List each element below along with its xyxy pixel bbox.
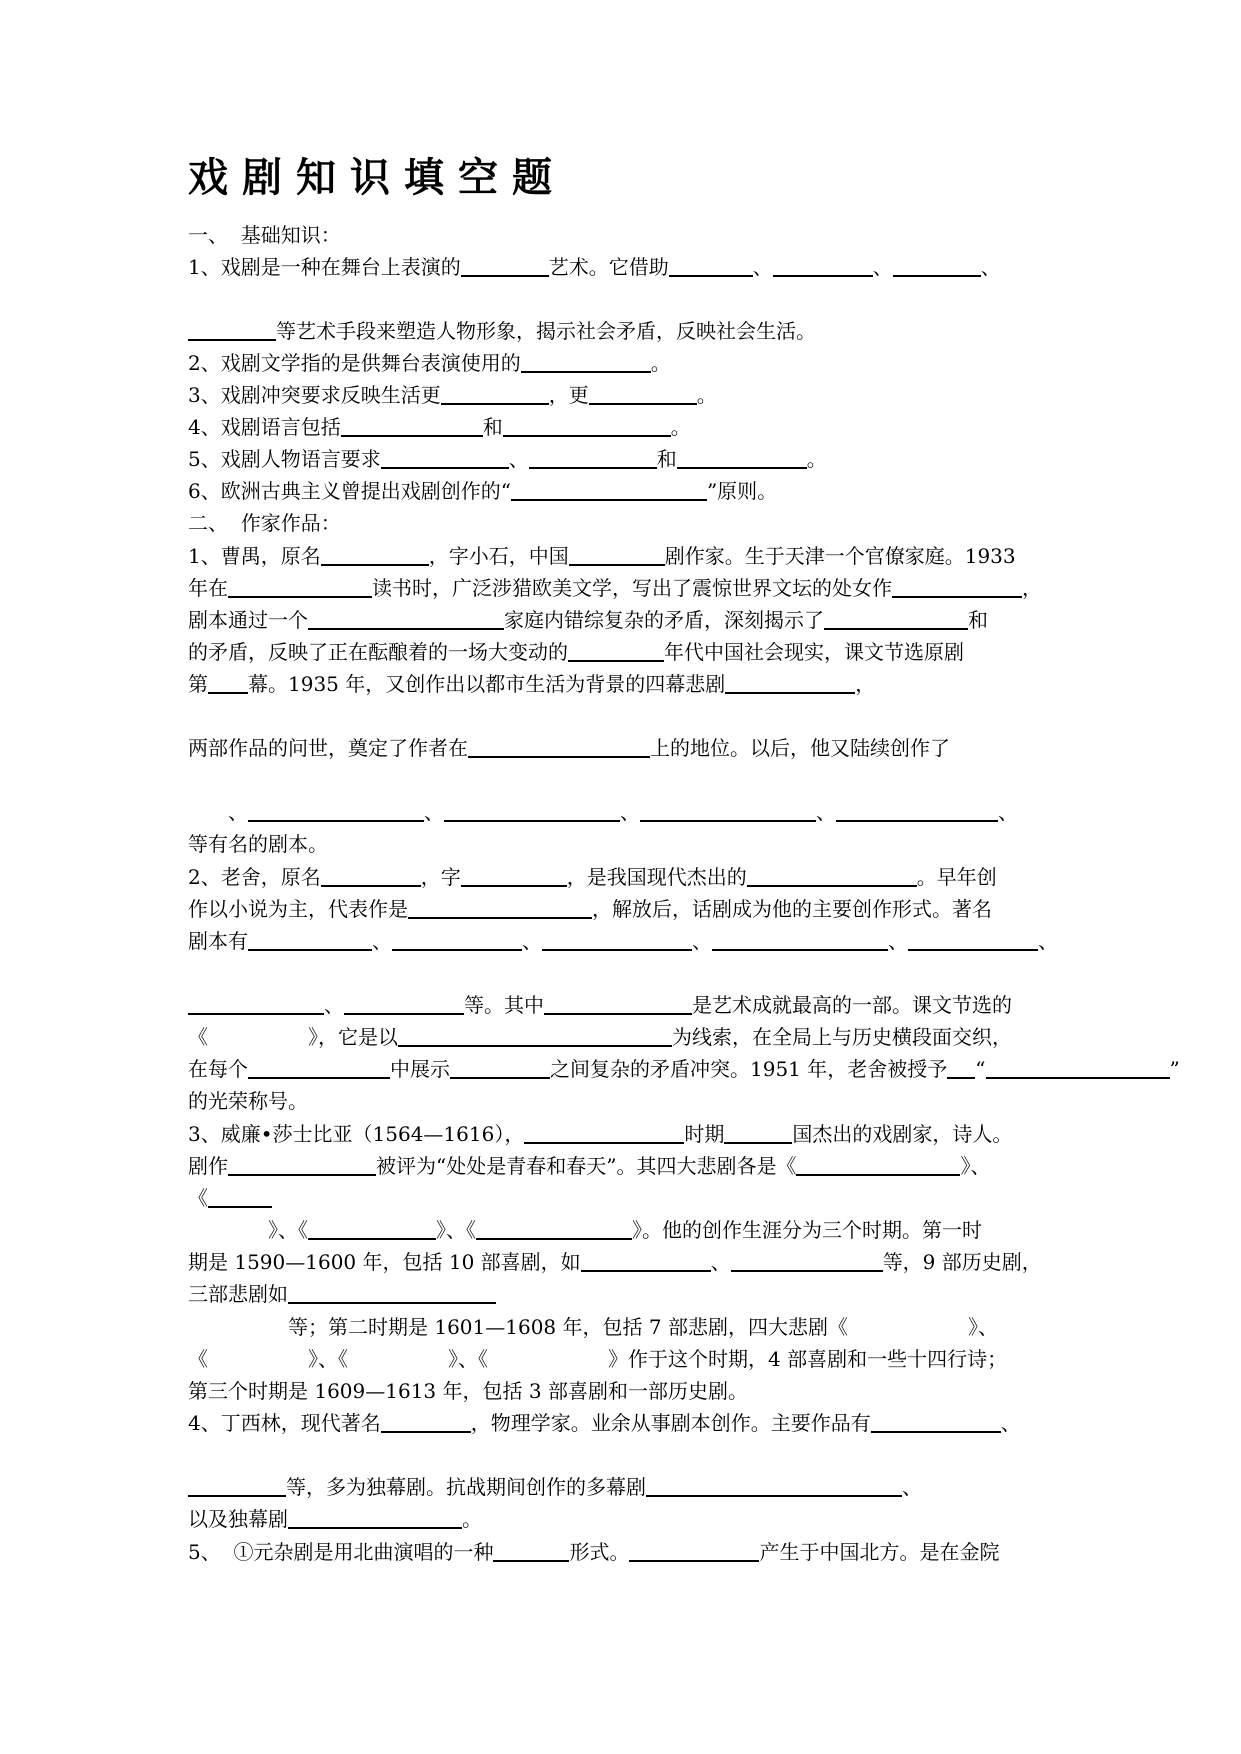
answer-blank[interactable] <box>188 991 324 1015</box>
answer-blank[interactable] <box>529 445 657 469</box>
line-text: 剧作家。生于天津一个官僚家庭。1933 <box>664 544 1016 568</box>
line-text: 、 <box>752 255 773 279</box>
answer-blank[interactable] <box>908 927 1038 951</box>
line-text: 一、 <box>188 223 228 247</box>
text-line <box>188 540 1016 572</box>
text-line <box>188 989 1012 1021</box>
line-text: 作以小说为主，代表作是 <box>188 897 408 921</box>
line-text <box>228 511 241 535</box>
answer-blank[interactable] <box>796 1152 960 1176</box>
answer-blank[interactable] <box>461 863 567 887</box>
line-text: 、 <box>998 800 1018 824</box>
line-text: 形式。 <box>569 1540 630 1564</box>
answer-blank[interactable] <box>892 574 1022 598</box>
line-text: ，字 <box>420 865 461 889</box>
line-text: ，字小石，中国 <box>428 544 569 568</box>
line-text: 1、曹禺，原名 <box>188 544 321 568</box>
text-line <box>188 1471 922 1503</box>
line-text: ， <box>1022 576 1042 600</box>
line-text: 读书时，广泛涉猎欧美文学，写出了震惊世界文坛的处女作 <box>372 576 892 600</box>
line-text: 、 <box>816 800 836 824</box>
text-line <box>188 1246 1042 1278</box>
answer-blank[interactable] <box>542 927 692 951</box>
answer-blank[interactable] <box>589 381 697 405</box>
answer-blank[interactable] <box>724 1120 792 1144</box>
answer-blank[interactable] <box>308 606 504 630</box>
line-text: 等艺术手段来塑造人物形象，揭示社会矛盾，反映社会生活。 <box>276 319 816 343</box>
answer-blank[interactable] <box>248 798 424 822</box>
answer-blank[interactable] <box>871 1409 1001 1433</box>
line-text: 5、戏剧人物语言要求 <box>188 447 381 471</box>
answer-blank[interactable] <box>569 542 665 566</box>
text-line <box>188 315 816 347</box>
line-text: 等，9 部历史剧， <box>882 1250 1042 1274</box>
line-text: 、 <box>424 800 444 824</box>
text-line <box>188 828 328 860</box>
answer-blank[interactable] <box>669 253 753 277</box>
answer-blank[interactable] <box>731 1248 883 1272</box>
line-text: 《 <box>188 1186 208 1210</box>
answer-blank[interactable] <box>288 1505 462 1529</box>
text-line <box>188 1021 1012 1053</box>
answer-blank[interactable] <box>248 1055 390 1079</box>
line-text: 。 <box>696 383 717 407</box>
answer-blank[interactable] <box>228 1152 376 1176</box>
line-text: 剧作 <box>188 1154 228 1178</box>
answer-blank[interactable] <box>381 1409 471 1433</box>
answer-blank[interactable] <box>450 1055 550 1079</box>
answer-blank[interactable] <box>712 927 888 951</box>
answer-blank[interactable] <box>208 1184 272 1208</box>
text-line <box>188 411 691 443</box>
line-text: 6、欧洲古典主义曾提出戏剧创作的“ <box>188 479 511 503</box>
line-text: ， <box>855 672 876 696</box>
answer-blank[interactable] <box>208 670 248 694</box>
line-text: ” <box>1169 1057 1180 1081</box>
text-line <box>188 507 341 539</box>
line-text: 。 <box>806 447 827 471</box>
page-title: 戏剧知识填空题 <box>188 154 566 201</box>
answer-blank[interactable] <box>568 638 664 662</box>
answer-blank[interactable] <box>493 1538 569 1562</box>
answer-blank[interactable] <box>228 574 372 598</box>
line-text: 《 》，它是以 <box>188 1025 398 1049</box>
line-text: 在每个 <box>188 1057 248 1081</box>
line-text: 1、戏剧是一种在舞台上表演的 <box>188 255 461 279</box>
line-text: 期是 1590—1600 年，包括 10 部喜剧，如 <box>188 1250 581 1274</box>
text-line <box>188 219 341 251</box>
line-text: “ <box>975 1057 986 1081</box>
answer-blank[interactable] <box>544 991 692 1015</box>
text-line <box>188 636 964 668</box>
text-line <box>188 1311 998 1343</box>
text-line <box>188 347 671 379</box>
line-text: 5、 <box>188 1540 221 1564</box>
line-text: 、 <box>188 800 248 824</box>
line-text: 、 <box>1038 929 1058 953</box>
answer-blank[interactable] <box>468 734 650 758</box>
line-text: 、 <box>620 800 640 824</box>
line-text: 等有名的剧本。 <box>188 832 328 856</box>
line-text: 。 <box>670 415 691 439</box>
answer-blank[interactable] <box>441 381 549 405</box>
line-text: 剧本有 <box>188 929 248 953</box>
line-text: 基础知识： <box>240 223 341 247</box>
answer-blank[interactable] <box>188 1473 286 1497</box>
answer-blank[interactable] <box>725 670 855 694</box>
text-line <box>188 1182 272 1214</box>
line-text: 和 <box>968 608 988 632</box>
text-line <box>188 1278 496 1310</box>
line-text: 。 <box>650 351 671 375</box>
line-text: 以及独幕剧 <box>188 1507 288 1531</box>
answer-blank[interactable] <box>476 1216 632 1240</box>
answer-blank[interactable] <box>321 863 421 887</box>
text-line <box>188 1343 1007 1375</box>
text-line <box>188 1118 1012 1150</box>
text-line <box>188 893 992 925</box>
line-text: 第 <box>188 672 208 696</box>
line-text: 和 <box>656 447 677 471</box>
answer-blank[interactable] <box>747 863 917 887</box>
line-text: 2、老舍，原名 <box>188 865 321 889</box>
answer-blank[interactable] <box>524 1120 684 1144</box>
line-text: 家庭内错综复杂的矛盾，深刻揭示了 <box>504 608 824 632</box>
line-text: 作家作品： <box>240 511 341 535</box>
line-text: 是艺术成就最高的一部。课文节选的 <box>692 993 1012 1017</box>
line-text: ，是我国现代杰出的 <box>566 865 747 889</box>
line-text: 。 <box>462 1507 482 1531</box>
line-text <box>228 223 241 247</box>
text-line <box>188 475 777 507</box>
answer-blank[interactable] <box>640 798 816 822</box>
answer-blank[interactable] <box>381 445 509 469</box>
line-text: 、 <box>372 929 392 953</box>
line-text: 产生于中国北方。是在金院 <box>759 1540 1000 1564</box>
text-line <box>188 1085 308 1117</box>
line-text: 。早年创 <box>916 865 997 889</box>
answer-blank[interactable] <box>646 1473 902 1497</box>
answer-blank[interactable] <box>986 1055 1170 1079</box>
text-line <box>188 1375 748 1407</box>
text-line <box>188 1150 990 1182</box>
text-line <box>188 668 875 700</box>
line-text: 、 <box>692 929 712 953</box>
line-text: 二、 <box>188 511 228 535</box>
line-text: ，更 <box>548 383 589 407</box>
line-text: 》、《 <box>188 1218 308 1242</box>
line-text: 年代中国社会现实，课文节选原剧 <box>664 640 964 664</box>
line-text: 2、戏剧文学指的是供舞台表演使用的 <box>188 351 521 375</box>
answer-blank[interactable] <box>248 927 372 951</box>
text-line <box>188 796 1018 828</box>
answer-blank[interactable] <box>836 798 998 822</box>
text-line <box>188 861 997 893</box>
text-line <box>188 251 1001 283</box>
line-text: 剧本通过一个 <box>188 608 308 632</box>
text-line <box>188 572 1042 604</box>
line-text: ，解放后，话剧成为他的主要创作形式。著名 <box>592 897 992 921</box>
answer-blank[interactable] <box>392 927 522 951</box>
line-text: 、 <box>522 929 542 953</box>
text-line <box>188 732 950 764</box>
line-text: 》。他的创作生涯分为三个时期。第一时 <box>632 1218 982 1242</box>
line-text: 、 <box>324 993 344 1017</box>
text-line <box>188 379 717 411</box>
line-text: 、 <box>1000 1411 1021 1435</box>
line-text: 幕。1935 年，又创作出以都市生活为背景的四幕悲剧 <box>248 672 726 696</box>
line-text: 、 <box>888 929 908 953</box>
line-text: 》、 <box>960 1154 991 1178</box>
line-text: 、 <box>980 255 1001 279</box>
answer-blank[interactable] <box>773 253 873 277</box>
line-text: 的光荣称号。 <box>188 1089 308 1113</box>
text-line <box>188 443 827 475</box>
text-line <box>188 925 1058 957</box>
answer-blank[interactable] <box>288 1280 496 1304</box>
answer-blank[interactable] <box>521 349 651 373</box>
line-text: 艺术。它借助 <box>548 255 669 279</box>
line-text: 年在 <box>188 576 228 600</box>
answer-blank[interactable] <box>511 477 707 501</box>
line-text: 等。其中 <box>464 993 544 1017</box>
answer-blank[interactable] <box>398 1023 672 1047</box>
answer-blank[interactable] <box>188 317 276 341</box>
answer-blank[interactable] <box>321 542 429 566</box>
answer-blank[interactable] <box>581 1248 711 1272</box>
line-text: 三部悲剧如 <box>188 1282 288 1306</box>
line-text: 第三个时期是 1609—1613 年，包括 3 部喜剧和一部历史剧。 <box>188 1379 748 1403</box>
answer-blank[interactable] <box>308 1216 436 1240</box>
line-text: ，物理学家。业余从事剧本创作。主要作品有 <box>470 1411 871 1435</box>
answer-blank[interactable] <box>408 895 592 919</box>
line-text: 、 <box>872 255 893 279</box>
line-text: 被评为“处处是青春和春天”。其四大悲剧各是《 <box>376 1154 797 1178</box>
line-text: 中展示 <box>390 1057 450 1081</box>
answer-blank[interactable] <box>461 253 549 277</box>
line-text: 为线索，在全局上与历史横段面交织， <box>672 1025 1012 1049</box>
line-text: 3、戏剧冲突要求反映生活更 <box>188 383 441 407</box>
answer-blank[interactable] <box>629 1538 759 1562</box>
line-text: 上的地位。以后，他又陆续创作了 <box>650 736 950 760</box>
line-text: 4、丁西林，现代著名 <box>188 1411 381 1435</box>
line-text: 的矛盾，反映了正在酝酿着的一场大变动的 <box>188 640 568 664</box>
line-text: 两部作品的问世，奠定了作者在 <box>188 736 468 760</box>
answer-blank[interactable] <box>824 606 968 630</box>
line-text: 、 <box>710 1250 731 1274</box>
line-text: ①元杂剧是用北曲演唱的一种 <box>233 1540 494 1564</box>
line-text: 国杰出的戏剧家，诗人。 <box>792 1122 1013 1146</box>
answer-blank[interactable] <box>893 253 981 277</box>
text-line <box>188 1407 1021 1439</box>
line-text <box>221 1540 234 1564</box>
line-text: 3、威廉•莎士比亚（1564—1616）， <box>188 1122 525 1146</box>
text-line <box>188 1214 982 1246</box>
text-line <box>188 604 988 636</box>
text-line <box>188 1053 1180 1085</box>
line-text: 时期 <box>684 1122 725 1146</box>
answer-blank[interactable] <box>947 1055 975 1079</box>
line-text: 、 <box>508 447 529 471</box>
line-text: 4、戏剧语言包括 <box>188 415 341 439</box>
line-text: ”原则。 <box>706 479 778 503</box>
answer-blank[interactable] <box>503 413 671 437</box>
line-text: 》、《 <box>436 1218 476 1242</box>
answer-blank[interactable] <box>344 991 464 1015</box>
text-line <box>188 1536 999 1568</box>
answer-blank[interactable] <box>677 445 807 469</box>
line-text: 和 <box>482 415 503 439</box>
text-line <box>188 1503 482 1535</box>
answer-blank[interactable] <box>341 413 483 437</box>
line-text: 等；第二时期是 1601—1608 年，包括 7 部悲剧，四大悲剧《 》、 <box>188 1315 998 1339</box>
line-text: 《 》、《 》、《 》作于这个时期，4 部喜剧和一些十四行诗； <box>188 1347 1008 1371</box>
line-text: 、 <box>902 1475 922 1499</box>
line-text: 之间复杂的矛盾冲突。1951 年，老舍被授予 <box>550 1057 948 1081</box>
answer-blank[interactable] <box>444 798 620 822</box>
line-text: 等，多为独幕剧。抗战期间创作的多幕剧 <box>286 1475 646 1499</box>
